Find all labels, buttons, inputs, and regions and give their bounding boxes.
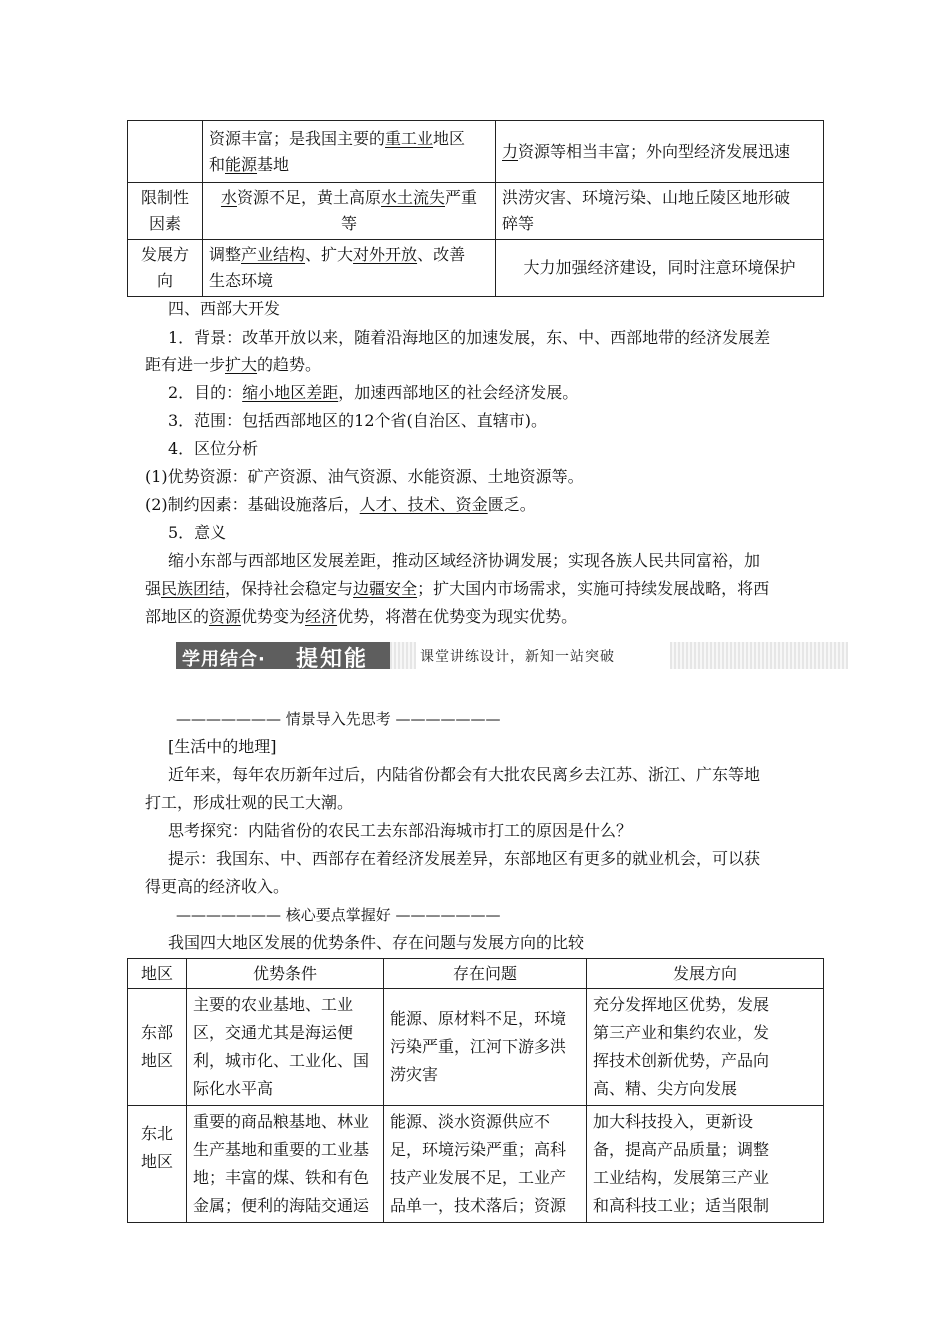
underlined-term: 能源 [225, 154, 258, 174]
resource-cell [203, 121, 496, 183]
text: 地区 [433, 128, 466, 148]
paragraph-line: 近年来，每年农历新年过后，内陆省份都会有大批农民离乡去江苏、浙江、广东等地 [168, 765, 761, 784]
row-header [128, 183, 203, 240]
problem-cell [384, 989, 587, 1106]
text: 污染严重，江河下游多洪 [390, 1037, 567, 1056]
text: 能源、原材料不足，环境 [390, 1009, 567, 1028]
text: 距有进一步 [145, 355, 226, 374]
advantage-cell [187, 1106, 384, 1223]
column-header: 存在问题 [384, 959, 587, 989]
text: 匮乏。 [487, 495, 536, 514]
text: 2．目的： [168, 383, 243, 402]
text: 洪涝灾害、环境污染、山地丘陵区地形破 [502, 188, 791, 207]
text: 能源、淡水资源供应不 [390, 1112, 551, 1131]
text: 品单一，技术落后；资源 [390, 1196, 567, 1215]
divider-heading: ——————— 核心要点掌握好 ——————— [176, 906, 501, 924]
text: 地区 [140, 1152, 173, 1171]
problem-cell [384, 1106, 587, 1223]
limit-cell [203, 183, 496, 240]
text: 资源不足，黄土高原 [236, 188, 381, 207]
direction-cell [587, 989, 824, 1106]
column-header: 优势条件 [187, 959, 384, 989]
paragraph-line: 提示：我国东、中、西部存在着经济发展差异，东部地区有更多的就业机会，可以获 [168, 849, 761, 868]
table-row [128, 183, 824, 240]
text: 和高科技工业；适当限制 [593, 1196, 770, 1215]
row-header-empty [128, 121, 203, 183]
text: 向 [156, 271, 173, 290]
region-comparison-table-continued [127, 120, 824, 297]
underlined-term: 边疆安全 [353, 579, 418, 598]
underlined-term: 产业结构 [241, 245, 306, 264]
paragraph-line: 思考探究：内陆省份的农民工去东部沿海城市打工的原因是什么？ [168, 821, 633, 840]
banner-title-bold: 提知能 [296, 647, 369, 672]
text: ；扩大国内市场需求，实施可持续发展战略，将西 [417, 579, 770, 598]
text: 第三产业和集约农业，发 [593, 1023, 770, 1042]
text: 工业结构，发展第三产业 [593, 1168, 770, 1187]
paragraph-line: 1．背景：改革开放以来，随着沿海地区的加速发展，东、中、西部地带的经济发展差 [168, 328, 771, 347]
text: 生产基地和重要的工业基 [193, 1140, 370, 1159]
text: 利，城市化、工业化、国 [193, 1051, 370, 1070]
table-row [128, 1106, 824, 1223]
table-row [128, 989, 824, 1106]
text: 、改善 [417, 245, 466, 264]
tag-label: [生活中的地理] [168, 737, 277, 756]
text: 金属；便利的海陆交通运 [193, 1196, 370, 1215]
banner-title-left: 学用结合· [182, 649, 266, 670]
underlined-term: 扩大 [225, 355, 258, 374]
text: 高、精、尖方向发展 [593, 1079, 738, 1098]
text: ，保持社会稳定与 [225, 579, 354, 598]
banner-stripe [390, 642, 848, 669]
text: 地区 [140, 1051, 173, 1070]
paragraph-line: 5．意义 [168, 523, 227, 542]
text: 的趋势。 [257, 355, 322, 374]
underlined-term: 人才、技术、资金 [359, 495, 488, 514]
text: 强 [145, 579, 162, 598]
row-header [128, 240, 203, 297]
table-caption: 我国四大地区发展的优势条件、存在问题与发展方向的比较 [168, 933, 585, 952]
four-regions-comparison-table [127, 958, 824, 1223]
paragraph-line: 得更高的经济收入。 [145, 877, 290, 896]
advantage-cell [187, 989, 384, 1106]
text: 东部 [140, 1023, 173, 1042]
text: 和 [209, 154, 226, 174]
region-cell [128, 1106, 187, 1223]
text: 资源丰富；是我国主要的 [209, 128, 386, 148]
text: 主要的农业基地、工业 [193, 995, 354, 1014]
underlined-term: 水土流失 [381, 188, 446, 207]
table-row [128, 240, 824, 297]
text: 、扩大 [305, 245, 354, 264]
text: 优势，将潜在优势变为现实优势。 [337, 607, 578, 626]
section-banner [176, 642, 848, 672]
banner-title-block [176, 642, 390, 672]
table-row [128, 121, 824, 183]
paragraph-line [145, 604, 577, 630]
text: 足，环境污染严重；高科 [390, 1140, 567, 1159]
direction-cell-right [496, 240, 824, 297]
column-header: 发展方向 [587, 959, 824, 989]
paragraph-line [145, 352, 321, 378]
underlined-term: 民族团结 [161, 579, 226, 598]
direction-cell [587, 1106, 824, 1223]
banner-subtitle: 课堂讲练设计，新知一站突破 [420, 649, 615, 665]
underlined-term: 资源 [209, 607, 242, 626]
underlined-term: 缩小地区差距 [242, 383, 339, 402]
paragraph-line [145, 576, 769, 602]
paragraph-line [145, 492, 536, 518]
table-header-row [128, 959, 824, 989]
section-heading: 四、西部大开发 [168, 299, 281, 318]
text: (2)制约因素：基础设施落后， [145, 495, 360, 514]
text: 加大科技投入，更新设 [593, 1112, 754, 1131]
divider-heading: ——————— 情景导入先思考 ——————— [176, 710, 501, 728]
text: 地；丰富的煤、铁和有色 [193, 1168, 370, 1187]
direction-cell [203, 240, 496, 297]
paragraph-line: 3．范围：包括西部地区的12个省(自治区、直辖市)。 [168, 411, 548, 430]
text: 基地 [257, 154, 290, 174]
paragraph-line: 4．区位分析 [168, 439, 259, 458]
text: 挥技术创新优势，产品向 [593, 1051, 770, 1070]
text: 发展方 [140, 245, 189, 264]
text: 碎等 [502, 214, 535, 233]
limit-cell-right [496, 183, 824, 240]
text: 重要的商品粮基地、林业 [193, 1112, 370, 1131]
text: 大力加强经济建设，同时注意环境保护 [523, 258, 796, 277]
text: 际化水平高 [193, 1079, 274, 1098]
text: 东北 [140, 1124, 173, 1143]
underlined-term: 力 [502, 141, 519, 161]
paragraph-line: 打工，形成壮观的民工大潮。 [145, 793, 354, 812]
text: 备，提高产品质量；调整 [593, 1140, 770, 1159]
paragraph-line: 缩小东部与西部地区发展差距，推动区域经济协调发展；实现各族人民共同富裕，加 [168, 551, 761, 570]
resource-cell-right [496, 121, 824, 183]
text: 生态环境 [209, 271, 274, 290]
text: 资源等相当丰富；外向型经济发展迅速 [518, 141, 791, 161]
text: 严重 [445, 188, 478, 207]
underlined-term: 对外开放 [353, 245, 418, 264]
text: 调整 [209, 245, 242, 264]
text: 优势变为 [241, 607, 306, 626]
underlined-term: 经济 [305, 607, 338, 626]
text: 限制性 [140, 188, 189, 207]
text: 涝灾害 [390, 1065, 439, 1084]
text: 技产业发展不足，工业产 [390, 1168, 567, 1187]
column-header: 地区 [128, 959, 187, 989]
text: 等 [340, 214, 357, 233]
text: 充分发挥地区优势，发展 [593, 995, 770, 1014]
text: 区，交通尤其是海运便 [193, 1023, 354, 1042]
underlined-term: 重工业 [385, 128, 434, 148]
underlined-term: 水 [220, 188, 237, 207]
text: ，加速西部地区的社会经济发展。 [338, 383, 579, 402]
paragraph-line: (1)优势资源：矿产资源、油气资源、水能资源、土地资源等。 [145, 467, 584, 486]
text: 部地区的 [145, 607, 210, 626]
region-cell [128, 989, 187, 1106]
paragraph-line [168, 380, 578, 406]
text: 因素 [148, 214, 181, 233]
